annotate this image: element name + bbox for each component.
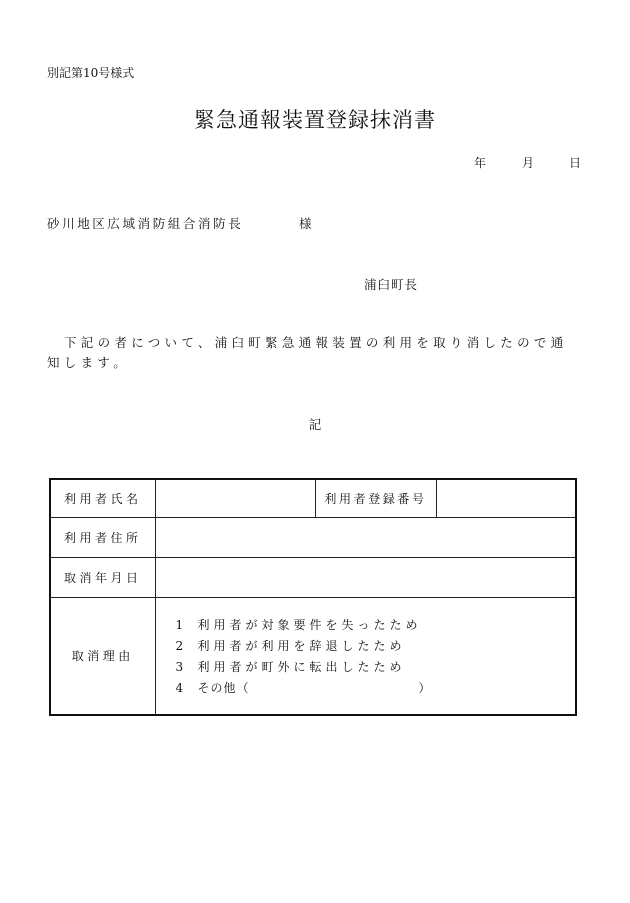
table-row <box>50 517 576 557</box>
sender-name: 浦臼町長 <box>364 277 419 292</box>
reason-number: 3 <box>175 659 184 674</box>
table-row <box>50 479 576 517</box>
reason-number: 2 <box>175 638 184 653</box>
table-row <box>50 557 576 597</box>
reason-text: その他（ ） <box>197 680 432 695</box>
user-name-field[interactable] <box>155 479 315 517</box>
reason-list <box>155 597 576 715</box>
addressee-name: 砂川地区広域消防組合消防長 <box>47 216 244 231</box>
body-text: 下記の者について、浦臼町緊急通報装置の利用を取り消したので通知します。 <box>47 335 568 370</box>
cancellation-form-table <box>49 478 577 716</box>
cancel-date-field[interactable] <box>155 557 576 597</box>
ki-heading: 記 <box>308 417 322 432</box>
registration-number-field[interactable] <box>436 479 576 517</box>
reason-label: 取消理由 <box>50 597 155 715</box>
date-day-label: 日 <box>569 156 582 170</box>
document-title: 緊急通報装置登録抹消書 <box>194 108 436 132</box>
date-year-label: 年 <box>474 156 487 170</box>
address-field[interactable] <box>155 517 576 557</box>
addressee-honorific: 様 <box>299 216 312 231</box>
reason-item[interactable] <box>176 678 576 699</box>
reason-item[interactable] <box>176 636 576 657</box>
form-number: 別記第10号様式 <box>47 66 135 80</box>
reason-number: 1 <box>175 617 184 632</box>
reason-item[interactable] <box>176 657 576 678</box>
registration-number-label: 利用者登録番号 <box>315 479 436 517</box>
reason-number: 4 <box>175 680 184 695</box>
reason-text: 利用者が対象要件を失ったため <box>197 617 422 632</box>
cancel-date-label: 取消年月日 <box>50 557 155 597</box>
reason-text: 利用者が利用を辞退したため <box>197 638 406 653</box>
table-row <box>50 597 576 715</box>
reason-item[interactable] <box>176 615 576 636</box>
user-name-label: 利用者氏名 <box>50 479 155 517</box>
reason-text: 利用者が町外に転出したため <box>197 659 406 674</box>
date-month-label: 月 <box>522 156 535 170</box>
address-label: 利用者住所 <box>50 517 155 557</box>
